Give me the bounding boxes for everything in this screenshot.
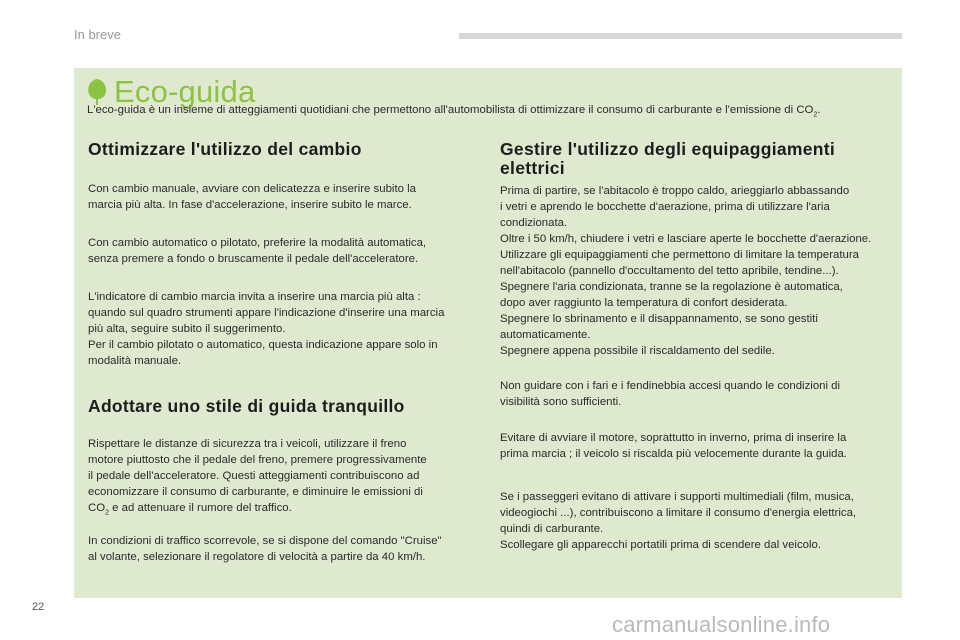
header-bar: [459, 33, 902, 39]
leaf-icon: [86, 78, 108, 106]
right-column: [500, 140, 895, 553]
heading-electrical-equipment: Gestire l'utilizzo degli equipaggiamenti elettrici: [500, 139, 836, 178]
heading-calm-driving: Adottare uno stile di guida tranquillo: [88, 396, 405, 416]
paragraph-engine-start: Evitare di avviare il motore, soprattutto in inverno, prima di inserire la prima marcia ; il veicolo si riscalda più velocemente durante la guida.: [500, 432, 847, 460]
heading-gearbox: Ottimizzare l'utilizzo del cambio: [88, 139, 362, 159]
paragraph-safe-distance: Rispettare le distanze di sicurezza tra i veicoli, utilizzare il freno motore piuttosto che il pedale del freno, premere progressivamente il pedale dell'acceleratore. Questi atteggiamenti contribuiscono ad economizzare il consumo di carburante, e diminuire le emissioni di $CO_2$ e ad attenuare il rumore del traffico.: [88, 438, 427, 517]
section-label: In breve: [74, 27, 121, 42]
paragraph-manual-gearbox: Con cambio manuale, avviare con delicatezza e inserire subito la marcia più alta. In fase d'accelerazione, inserire subito le marce.: [88, 183, 416, 211]
watermark: carmanualsonline.info: [612, 612, 831, 637]
intro-text: L'eco-guida è un insieme di atteggiamenti quotidiani che permettono all'automobilista di ottimizzare il consumo di carburante e l'emissione di $CO_2$.: [87, 104, 821, 119]
paragraph-gear-indicator: L'indicatore di cambio marcia invita a inserire una marcia più alta : quando sul quadro strumenti appare l'indicazione d'inserire una marcia più alta, seguire subito il suggerimento. Per il cambio pilotato o automatico, questa indicazione appare solo in modalità manuale.: [88, 291, 445, 367]
page-number: 22: [32, 601, 45, 613]
paragraph-lights: Non guidare con i fari e i fendinebbia accesi quando le condizioni di visibilità sono sufficienti.: [500, 380, 841, 408]
paragraph-multimedia: Se i passeggeri evitano di attivare i supporti multimediali (film, musica, videogiochi ...), contribuiscono a limitare il consumo d'energia elettrica, quindi di carburante. Scollegare gli apparecchi portatili prima di scendere dal veicolo.: [500, 491, 857, 551]
page-title: Eco-guida: [114, 74, 256, 109]
paragraph-ventilation: Prima di partire, se l'abitacolo è troppo caldo, arieggiarlo abbassando i vetri e aprendo le bocchette d'aerazione, prima di utilizzare l'aria condizionata. Oltre i 50 km/h, chiudere i vetri e lasciare aperte le bocchette d'aerazione. Utilizzare gli equipaggiamenti che permettono di limitare la temperatura nell'abitacolo (pannello d'occultamento del tetto apribile, tendine...). Spegnere l'aria condizionata, tranne se la regolazione è automatica, dopo aver raggiunto la temperatura di confort desiderata. Spegnere lo sbrinamento e il disappannamento, se sono gestiti automaticamente. Spegnere appena possibile il riscaldamento del sedile.: [500, 185, 872, 357]
paragraph-cruise-control: In condizioni di traffico scorrevole, se si dispone del comando "Cruise" al volante, selezionare il regolatore di velocità a partire da 40 km/h.: [88, 535, 442, 564]
left-column: [88, 140, 478, 565]
paragraph-automatic-gearbox: Con cambio automatico o pilotato, preferire la modalità automatica, senza premere a fondo o bruscamente il pedale dell'acceleratore.: [88, 237, 427, 265]
